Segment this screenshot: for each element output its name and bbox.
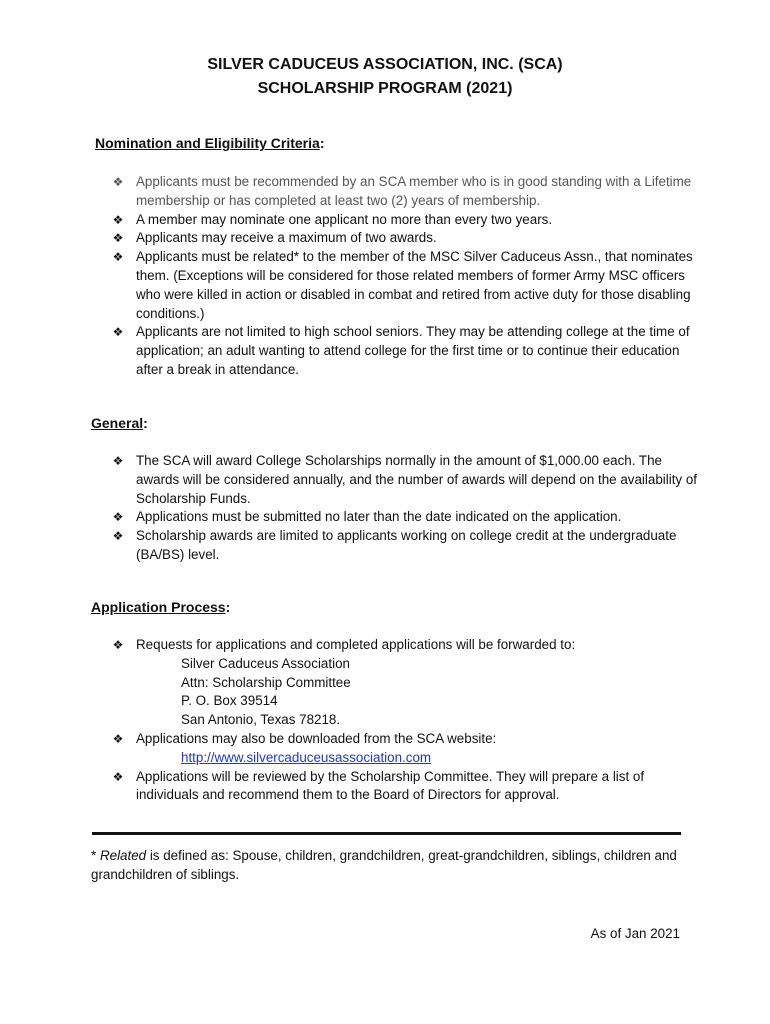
list-item: ❖ Applications will be reviewed by the Scholarship Committee. They will prepare a list of individuals and recommend them to the Board of Directors for approval. bbox=[110, 768, 700, 806]
application-list bbox=[110, 636, 700, 805]
list-item: ❖ A member may nominate one applicant no more than every two years. bbox=[110, 211, 700, 230]
list-item: ❖ Applications may also be downloaded from the SCA website: http://www.silvercaduceusassociation.com bbox=[110, 730, 700, 768]
document-title-line1: SILVER CADUCEUS ASSOCIATION, INC. (SCA) bbox=[207, 56, 563, 73]
diamond-bullet-icon: ❖ bbox=[112, 529, 124, 544]
general-heading: General: bbox=[91, 415, 148, 431]
footnote: * Related is defined as: Spouse, children, grandchildren, great-grandchildren, siblings, children and grandchildren of siblings. bbox=[91, 848, 677, 882]
list-item: ❖ Applicants may receive a maximum of two awards. bbox=[110, 229, 700, 248]
diamond-bullet-icon: ❖ bbox=[112, 769, 124, 784]
application-heading-text: Application Process bbox=[91, 599, 226, 615]
address-line-1: Silver Caduceus Association bbox=[181, 655, 350, 671]
nomination-heading: Nomination and Eligibility Criteria: bbox=[95, 135, 325, 151]
diamond-bullet-icon: ❖ bbox=[112, 454, 124, 468]
address-line-4: San Antonio, Texas 78218. bbox=[181, 712, 341, 728]
list-item: ❖ Applicants must be recommended by an SCA member who is in good standing with a Lifetime membership or has completed at least two (2) years of membership. bbox=[110, 173, 700, 211]
footnote-definition: is defined as: Spouse, children, grandchildren, great-grandchildren, siblings, children and grandchildren of siblings. bbox=[91, 848, 677, 882]
list-item: ❖ Scholarship awards are limited to applicants working on college credit at the undergraduate (BA/BS) level. bbox=[110, 527, 700, 565]
list-item: ❖ Requests for applications and completed applications will be forwarded to: Silver Caduceus Association Attn: Scholarship Committee P. O. Box 39514 San Antonio, Texas 78218. bbox=[110, 636, 700, 730]
list-item: ❖ Applications must be submitted no later than the date indicated on the application. bbox=[110, 508, 700, 527]
diamond-bullet-icon: ❖ bbox=[112, 638, 124, 652]
diamond-bullet-icon: ❖ bbox=[112, 250, 124, 265]
diamond-bullet-icon: ❖ bbox=[112, 731, 124, 746]
document-title-line2: SCHOLARSHIP PROGRAM (2021) bbox=[257, 80, 513, 97]
general-list bbox=[110, 452, 700, 565]
diamond-bullet-icon: ❖ bbox=[112, 175, 124, 189]
diamond-bullet-icon: ❖ bbox=[112, 510, 124, 525]
list-item: ❖ The SCA will award College Scholarships normally in the amount of $1,000.00 each. The awards will be considered annually, and the number of awards will depend on the availability of Scholarship Funds. bbox=[110, 452, 700, 508]
application-heading: Application Process: bbox=[91, 599, 231, 615]
diamond-bullet-icon: ❖ bbox=[112, 325, 124, 340]
address-line-3: P. O. Box 39514 bbox=[181, 693, 278, 709]
nomination-list bbox=[110, 173, 700, 380]
diamond-bullet-icon: ❖ bbox=[112, 231, 124, 246]
list-item: ❖ Applicants must be related* to the member of the MSC Silver Caduceus Assn., that nominates them. (Exceptions will be considered for those related members of former Army MSC officers who were killed in action or disabled in combat and retired from active duty for those disabling conditions.) bbox=[110, 248, 700, 323]
as-of-date: As of Jan 2021 bbox=[590, 926, 680, 941]
address-line-2: Attn: Scholarship Committee bbox=[181, 674, 351, 690]
diamond-bullet-icon: ❖ bbox=[112, 212, 124, 227]
general-heading-text: General bbox=[91, 415, 144, 431]
list-item: ❖ Applicants are not limited to high school seniors. They may be attending college at the time of application; an adult wanting to attend college for the first time or to continue their education after a break in attendance. bbox=[110, 323, 700, 379]
footnote-divider bbox=[92, 832, 681, 835]
nomination-heading-text: Nomination and Eligibility Criteria bbox=[95, 135, 320, 151]
footnote-term: Related bbox=[99, 848, 147, 863]
sca-website-link[interactable]: http://www.silvercaduceusassociation.com bbox=[181, 749, 432, 765]
